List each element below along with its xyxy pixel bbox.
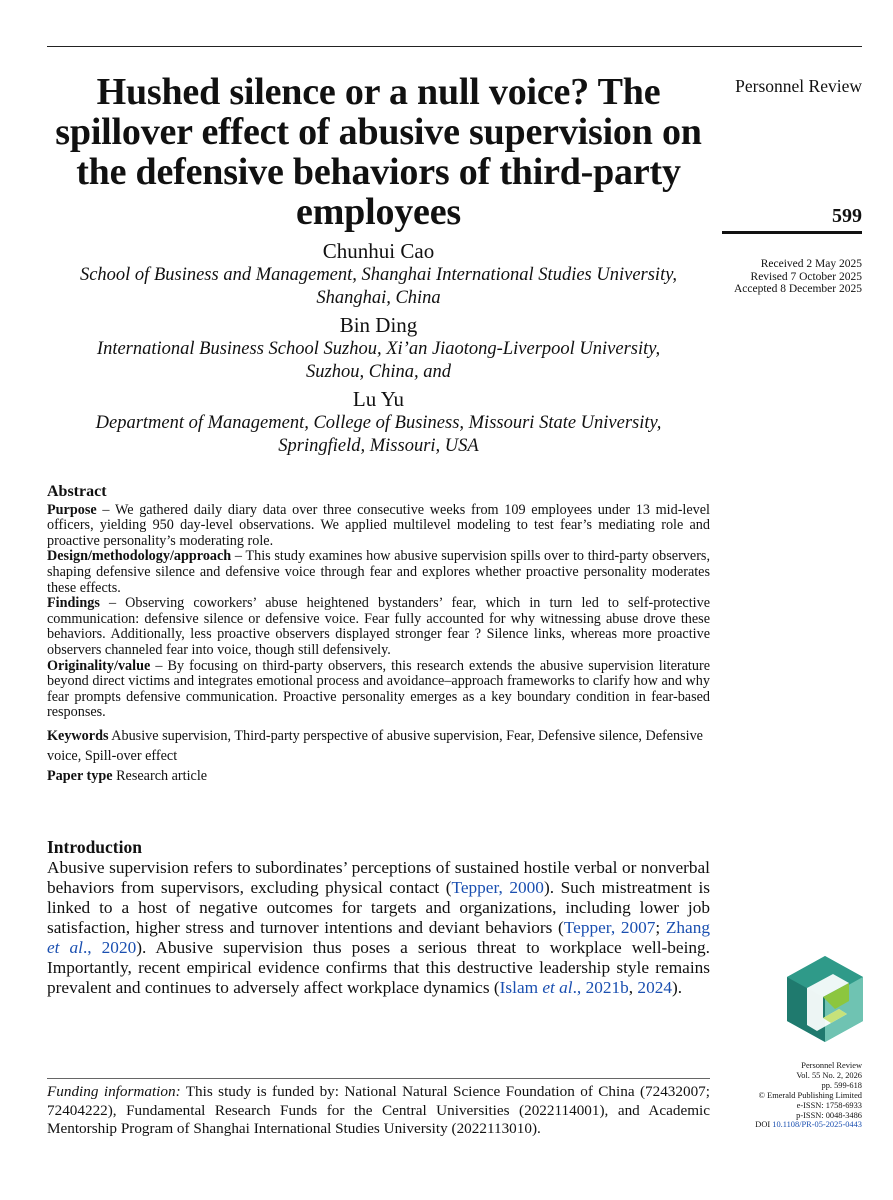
purpose-label: Purpose <box>47 501 97 518</box>
author-name: Lu Yu <box>352 387 405 411</box>
originality-label: Originality/value <box>47 657 151 674</box>
citation-link[interactable]: Tepper, 2000 <box>451 878 544 897</box>
author-affiliation: School of Business and Management, Shanghai International Studies University, <box>79 265 678 285</box>
citation-etal: et al <box>542 978 573 997</box>
doi-link[interactable]: 10.1108/PR-05-2025-0443 <box>772 1120 862 1130</box>
citation-author: Islam <box>499 978 543 997</box>
keywords-label: Keywords <box>47 727 109 744</box>
pub-pages: pp. 599-618 <box>821 1080 862 1090</box>
author-name: Bin Ding <box>339 313 418 337</box>
pub-journal: Personnel Review <box>801 1061 862 1070</box>
funding-label: Funding information: <box>47 1083 181 1100</box>
funding-footnote <box>47 1083 710 1139</box>
abstract-purpose <box>47 503 710 550</box>
emerald-logo-icon <box>787 956 863 1042</box>
intro-text: ). Abusive supervision thus poses a serious threat to workplace well-being. Importantly, recent empirical evidence confirms that this destructive leadership style remains prevalent and continues to adversely affect workplace dynamics ( <box>47 938 710 997</box>
introduction-paragraph <box>47 858 710 998</box>
author-affiliation: Department of Management, College of Business, Missouri State University, <box>95 413 662 433</box>
author-affiliation: Springfield, Missouri, USA <box>278 436 479 456</box>
intro-text: , <box>628 978 638 997</box>
introduction-heading: Introduction <box>47 837 142 857</box>
publication-info <box>755 1061 862 1130</box>
abstract-heading: Abstract <box>47 483 107 500</box>
citation-link[interactable]: Tepper, 2007 <box>563 918 656 937</box>
design-label: Design/methodology/approach <box>47 548 232 565</box>
intro-text: Abusive supervision refers to subordinates’ perceptions of sustained hostile verbal or nonverbal behaviors from supervisors, excluding physical contact ( <box>47 858 710 897</box>
pub-copyright: © Emerald Publishing Limited <box>758 1090 862 1100</box>
abstract-originality <box>47 659 710 721</box>
page-number: 599 <box>832 205 862 227</box>
citation-etal: et al <box>47 938 83 957</box>
citation-author: Zhang <box>665 918 710 937</box>
journal-name: Personnel Review <box>735 76 862 96</box>
author-affiliation: Suzhou, China, and <box>306 362 451 382</box>
pub-volume: Vol. 55 No. 2, 2026 <box>796 1070 862 1080</box>
author-affiliation: International Business School Suzhou, Xi’an Jiaotong-Liverpool University, <box>96 339 661 359</box>
paper-type-label: Paper type <box>47 767 113 784</box>
introduction <box>47 836 710 998</box>
author-affiliation: Shanghai, China <box>316 288 441 308</box>
top-rule <box>47 46 862 47</box>
design-text: – This study examines how abusive supervision spills over to third-party observers, shaping defensive silence and defensive voice through fear and explores whether proactive personality moderates these effects. <box>47 548 710 596</box>
findings-label: Findings <box>47 595 100 612</box>
keywords-text: Abusive supervision, Third-party perspective of abusive supervision, Fear, Defensive silence, Defensive voice, Spill-over effect <box>47 727 703 764</box>
abstract <box>47 484 710 786</box>
abstract-findings <box>47 596 710 658</box>
doi-label: DOI <box>755 1120 773 1130</box>
intro-text: ). Such mistreatment is linked to a host of negative outcomes for targets and organizations, including lower job satisfaction, higher stress and turnover intentions and deviant behaviors ( <box>47 878 710 937</box>
originality-text: – By focusing on third-party observers, this research extends the abusive supervision literature beyond direct victims and integrates emotional process and avoidance–approach frameworks to clarify how and why fear prompts defensive communication. Proactive personality emerges as a key boundary condition in fear-based responses. <box>47 657 710 721</box>
abstract-design <box>47 549 710 596</box>
findings-text: – Observing coworkers’ abuse heightened bystanders’ fear, which in turn led to self-protective communication: defensive silence or defensive voice. Fear fully accounted for why witnessing abuse drove these behaviors. Additionally, less proactive observers displayed stronger fear ? Silence links, whereas more proactive observers channeled fear into voice, though still defensively. <box>47 595 710 658</box>
author-name: Chunhui Cao <box>322 239 435 263</box>
citation-link[interactable] <box>500 978 629 997</box>
paper-type <box>47 766 710 786</box>
article-dates <box>734 258 862 296</box>
keywords <box>47 726 710 766</box>
footnote-rule <box>47 1078 710 1079</box>
citation-link[interactable]: 2024 <box>637 978 672 997</box>
citation-year: ., 2021b <box>572 978 629 997</box>
article-header <box>47 72 710 458</box>
sidebar-rule <box>722 231 862 234</box>
citation-year: ., 2020 <box>82 938 137 957</box>
intro-text: ). <box>671 978 683 997</box>
article-title: Hushed silence or a null voice? The spillover effect of abusive supervision on the defensive behaviors of third-party employees <box>55 71 702 233</box>
received-date: Received 2 May 2025 <box>760 258 862 270</box>
purpose-text: – We gathered daily diary data over three consecutive weeks from 109 employees under 13 mid-level officers, yielding 950 day-level observations. We applied multilevel modeling to test fear’s mediating role and proactive personality’s moderating role. <box>47 501 710 549</box>
accepted-date: Accepted 8 December 2025 <box>733 283 862 296</box>
funding-text: This study is funded by: National Natural Science Foundation of China (72432007; 72404222), Fundamental Research Funds for the Central Universities (2022114001), and Academic Mentorship Program of Shanghai International Studies University (2022113010). <box>47 1083 710 1137</box>
paper-type-text: Research article <box>112 767 208 784</box>
pub-doi <box>755 1120 862 1130</box>
pub-eissn: e-ISSN: 1758-6933 <box>796 1100 862 1110</box>
pub-pissn: p-ISSN: 0048-3486 <box>796 1110 862 1120</box>
intro-text: ; <box>655 918 666 937</box>
revised-date: Revised 7 October 2025 <box>750 270 862 283</box>
